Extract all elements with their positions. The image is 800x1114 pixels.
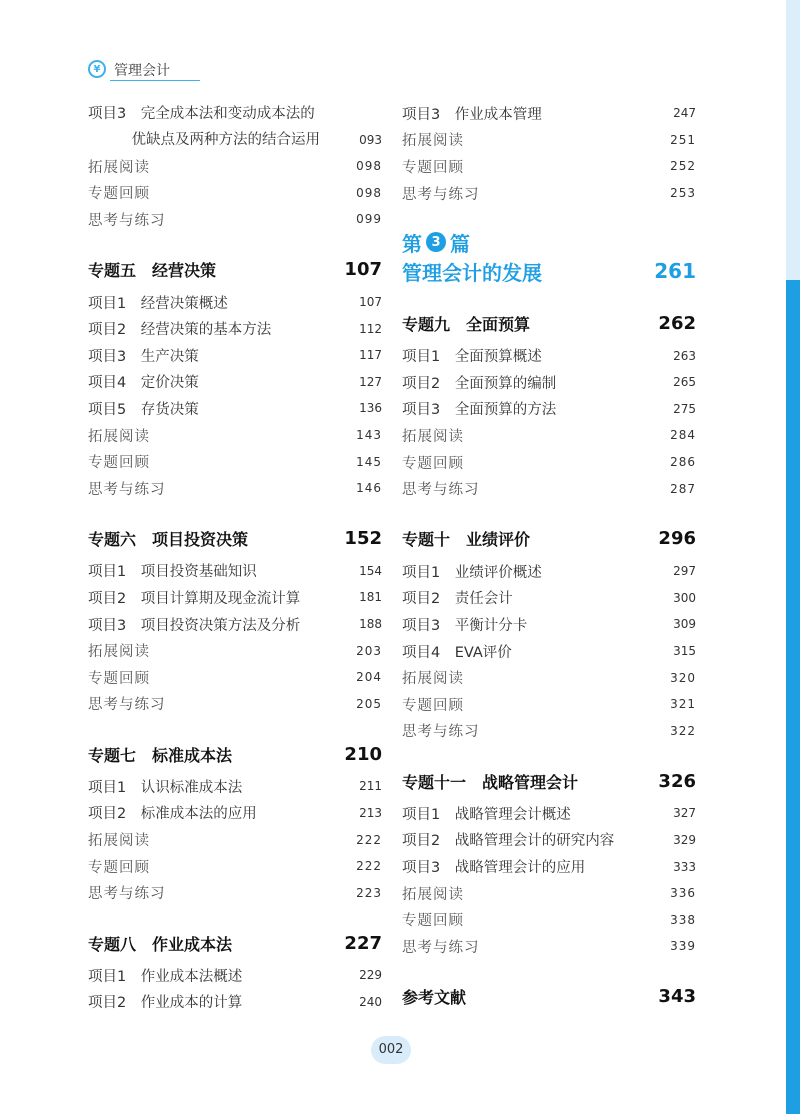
toc-entry-label: 项目3 战略管理会计的应用 (402, 860, 586, 877)
toc-entry-label: 项目1 全面预算概述 (402, 349, 542, 366)
toc-entry-label: 项目3 平衡计分卡 (402, 617, 528, 634)
toc-entry-label: 项目4 定价决策 (88, 375, 199, 392)
toc-entry-label: 思考与练习 (402, 939, 480, 956)
toc-entry-label: 拓展阅读 (402, 428, 464, 445)
section-heading[interactable] (402, 524, 696, 554)
toc-entry-label: 专题回顾 (402, 455, 464, 472)
toc-entry[interactable] (402, 422, 696, 449)
toc-entry[interactable] (402, 800, 696, 827)
toc-entry-page: 309 (673, 617, 696, 632)
toc-entry-label: 拓展阅读 (402, 133, 464, 150)
toc-entry-label: 思考与练习 (88, 886, 166, 903)
part-prefix: 第 (402, 231, 422, 256)
toc-entry[interactable] (88, 800, 382, 827)
toc-entry-page: 327 (673, 806, 696, 821)
toc-entry-label: 项目1 项目投资基础知识 (88, 564, 257, 581)
toc-entry-page: 112 (359, 321, 382, 336)
toc-entry-page: 338 (670, 912, 696, 927)
toc-left-column (88, 100, 382, 1015)
toc-entry-label: 思考与练习 (88, 697, 166, 714)
toc-entry[interactable] (88, 853, 382, 880)
running-header (88, 58, 188, 82)
toc-entry-label: 思考与练习 (402, 482, 480, 499)
toc-entry[interactable] (88, 342, 382, 369)
toc-entry-page: 321 (670, 697, 696, 712)
toc-entry-label: 拓展阅读 (402, 671, 464, 688)
toc-entry[interactable] (402, 127, 696, 154)
toc-entry-label: 项目2 战略管理会计的研究内容 (402, 833, 615, 850)
toc-entry-label: 专题回顾 (88, 186, 150, 203)
toc-entry-page: 297 (673, 564, 696, 579)
toc-entry-page: 203 (356, 643, 382, 658)
toc-entry-label: 项目3 作业成本管理 (402, 106, 542, 123)
section-page: 227 (344, 932, 382, 954)
section-title: 专题十一 战略管理会计 (402, 772, 579, 792)
toc-entry-label: 项目3 生产决策 (88, 348, 199, 365)
toc-entry-page: 093 (359, 133, 382, 147)
toc-right-column (402, 100, 696, 1016)
toc-entry[interactable] (402, 396, 696, 423)
part-suffix: 篇 (450, 231, 470, 256)
toc-entry-page: 265 (673, 375, 696, 390)
section-page: 326 (658, 770, 696, 792)
toc-entry[interactable] (88, 315, 382, 342)
toc-entry-page: 339 (670, 939, 696, 954)
toc-entry[interactable] (88, 448, 382, 475)
toc-entry-page: 127 (359, 374, 382, 389)
section-page: 296 (658, 528, 696, 550)
toc-entry-page: 146 (356, 481, 382, 496)
toc-entry-page: 222 (356, 859, 382, 874)
toc-entry-label: 项目3 全面预算的方法 (402, 402, 557, 419)
section-page: 107 (344, 259, 382, 281)
section-heading[interactable] (402, 982, 696, 1012)
toc-entry-label: 拓展阅读 (88, 428, 150, 445)
toc-entry[interactable] (402, 611, 696, 638)
toc-entry[interactable] (88, 879, 382, 906)
toc-entry-label: 思考与练习 (88, 481, 166, 498)
toc-entry[interactable] (88, 584, 382, 611)
page-number: 002 (371, 1036, 411, 1064)
toc-entry-page: 107 (359, 295, 382, 310)
toc-entry[interactable] (402, 585, 696, 612)
toc-entry[interactable] (88, 962, 382, 989)
toc-entry[interactable] (88, 611, 382, 638)
yuan-logo-icon: ¥ (88, 60, 106, 78)
toc-entry[interactable] (402, 558, 696, 585)
toc-entry-page: 320 (670, 670, 696, 685)
toc-entry-page: 188 (359, 617, 382, 632)
toc-entry[interactable] (88, 826, 382, 853)
header-underline (110, 80, 200, 81)
section-title: 专题六 项目投资决策 (88, 530, 249, 550)
toc-entry-label: 项目4 EVA评价 (402, 644, 512, 661)
toc-entry[interactable] (402, 664, 696, 691)
toc-entry-page: 300 (673, 590, 696, 605)
toc-entry-label: 专题回顾 (88, 670, 150, 687)
toc-entry-label: 项目1 作业成本法概述 (88, 968, 243, 985)
side-stripe-light (786, 0, 800, 280)
toc-entry[interactable] (402, 827, 696, 854)
section-page: 210 (344, 743, 382, 765)
side-stripe-blue (786, 280, 800, 1114)
section-page: 343 (658, 986, 696, 1008)
toc-entry-label: 项目2 全面预算的编制 (402, 375, 557, 392)
part-page: 261 (654, 259, 696, 284)
toc-entry-label: 项目1 经营决策概述 (88, 295, 228, 312)
toc-entry-page: 284 (670, 428, 696, 443)
toc-entry-label-line2: 优缺点及两种方法的结合运用 (88, 132, 320, 148)
toc-entry-page: 205 (356, 696, 382, 711)
toc-entry[interactable] (88, 475, 382, 502)
section-title: 专题七 标准成本法 (88, 745, 233, 765)
toc-entry[interactable] (88, 153, 382, 180)
toc-entry-page: 329 (673, 832, 696, 847)
part-heading[interactable] (402, 228, 696, 286)
toc-entry[interactable] (88, 664, 382, 691)
toc-entry-page: 263 (673, 348, 696, 363)
toc-entry-page: 145 (356, 454, 382, 469)
section-page: 262 (658, 312, 696, 334)
toc-entry-page: 253 (670, 186, 696, 201)
toc-entry-page: 098 (356, 185, 382, 200)
toc-entry[interactable] (402, 369, 696, 396)
toc-entry-page: 315 (673, 644, 696, 659)
toc-entry[interactable] (402, 853, 696, 880)
toc-entry-page: 336 (670, 886, 696, 901)
toc-entry-label: 专题回顾 (402, 159, 464, 176)
section-heading[interactable] (88, 928, 382, 958)
toc-entry-label: 专题回顾 (402, 913, 464, 930)
toc-entry[interactable] (402, 449, 696, 476)
toc-entry-page: 287 (670, 481, 696, 496)
toc-entry-label: 思考与练习 (88, 212, 166, 229)
toc-entry-label: 专题回顾 (88, 859, 150, 876)
toc-entry[interactable] (88, 100, 382, 153)
section-heading[interactable] (402, 308, 696, 338)
section-title: 专题八 作业成本法 (88, 934, 233, 954)
toc-entry[interactable] (402, 638, 696, 665)
toc-entry-label: 拓展阅读 (88, 833, 150, 850)
toc-entry-page: 286 (670, 455, 696, 470)
toc-entry-label: 项目1 认识标准成本法 (88, 779, 243, 796)
toc-entry[interactable] (402, 100, 696, 127)
toc-entry-page: 223 (356, 885, 382, 900)
toc-entry[interactable] (402, 880, 696, 907)
section-title: 专题九 全面预算 (402, 314, 531, 334)
section-title: 专题五 经营决策 (88, 261, 217, 281)
toc-entry-page: 099 (356, 212, 382, 227)
toc-entry-label: 专题回顾 (402, 697, 464, 714)
toc-entry-label: 拓展阅读 (88, 644, 150, 661)
toc-entry-label: 项目1 战略管理会计概述 (402, 806, 571, 823)
toc-entry-page: 117 (359, 348, 382, 363)
toc-entry-label: 项目2 标准成本法的应用 (88, 806, 257, 823)
toc-entry-page: 154 (359, 563, 382, 578)
toc-entry[interactable] (88, 422, 382, 449)
toc-entry-page: 181 (359, 590, 382, 605)
section-page: 152 (344, 528, 382, 550)
part-number-badge: 3 (426, 232, 446, 252)
toc-entry-page: 240 (359, 994, 382, 1009)
toc-entry-page: 247 (673, 106, 696, 121)
toc-entry-label: 思考与练习 (402, 724, 480, 741)
toc-entry[interactable] (88, 369, 382, 396)
toc-entry-page: 211 (359, 779, 382, 794)
toc-entry-page: 098 (356, 159, 382, 174)
toc-entry-page: 251 (670, 132, 696, 147)
toc-entry[interactable] (402, 180, 696, 207)
toc-entry-label: 拓展阅读 (402, 886, 464, 903)
toc-entry-page: 333 (673, 859, 696, 874)
toc-entry[interactable] (402, 475, 696, 502)
toc-entry-page: 222 (356, 832, 382, 847)
toc-entry[interactable] (402, 342, 696, 369)
toc-entry[interactable] (402, 933, 696, 960)
toc-entry-label: 项目5 存货决策 (88, 401, 199, 418)
toc-entry[interactable] (88, 558, 382, 585)
toc-entry-label: 项目1 业绩评价概述 (402, 564, 542, 581)
toc-entry-label: 专题回顾 (88, 455, 150, 472)
toc-entry[interactable] (88, 773, 382, 800)
toc-entry-label: 拓展阅读 (88, 159, 150, 176)
toc-entry-page: 143 (356, 428, 382, 443)
toc-entry[interactable] (88, 637, 382, 664)
toc-entry-label: 思考与练习 (402, 186, 480, 203)
book-title: 管理会计 (114, 63, 170, 79)
section-title: 专题十 业绩评价 (402, 530, 531, 550)
section-heading[interactable] (402, 766, 696, 796)
toc-entry-page: 275 (673, 401, 696, 416)
toc-entry[interactable] (402, 718, 696, 745)
toc-entry-label: 项目2 责任会计 (402, 591, 513, 608)
toc-entry[interactable] (88, 180, 382, 207)
toc-entry[interactable] (88, 691, 382, 718)
toc-entry-page: 204 (356, 670, 382, 685)
toc-entry[interactable] (402, 153, 696, 180)
section-heading[interactable] (88, 255, 382, 285)
toc-entry[interactable] (88, 989, 382, 1016)
toc-entry[interactable] (402, 691, 696, 718)
toc-entry-label: 项目2 项目计算期及现金流计算 (88, 590, 301, 607)
toc-entry-label: 项目2 经营决策的基本方法 (88, 322, 272, 339)
toc-entry-page: 213 (359, 805, 382, 820)
toc-entry-page: 322 (670, 723, 696, 738)
toc-entry-label: 项目2 作业成本的计算 (88, 995, 243, 1012)
toc-entry-page: 252 (670, 159, 696, 174)
part-title: 管理会计的发展 (402, 260, 542, 285)
toc-entry-label-line1: 项目3 完全成本法和变动成本法的 (88, 106, 315, 122)
toc-entry[interactable] (402, 906, 696, 933)
section-title: 参考文献 (402, 988, 467, 1008)
toc-entry[interactable] (88, 289, 382, 316)
toc-entry[interactable] (88, 395, 382, 422)
toc-entry-label: 项目3 项目投资决策方法及分析 (88, 617, 301, 634)
toc-entry-page: 136 (359, 401, 382, 416)
toc-entry-page: 229 (359, 968, 382, 983)
section-heading[interactable] (88, 739, 382, 769)
toc-entry[interactable] (88, 206, 382, 233)
section-heading[interactable] (88, 524, 382, 554)
